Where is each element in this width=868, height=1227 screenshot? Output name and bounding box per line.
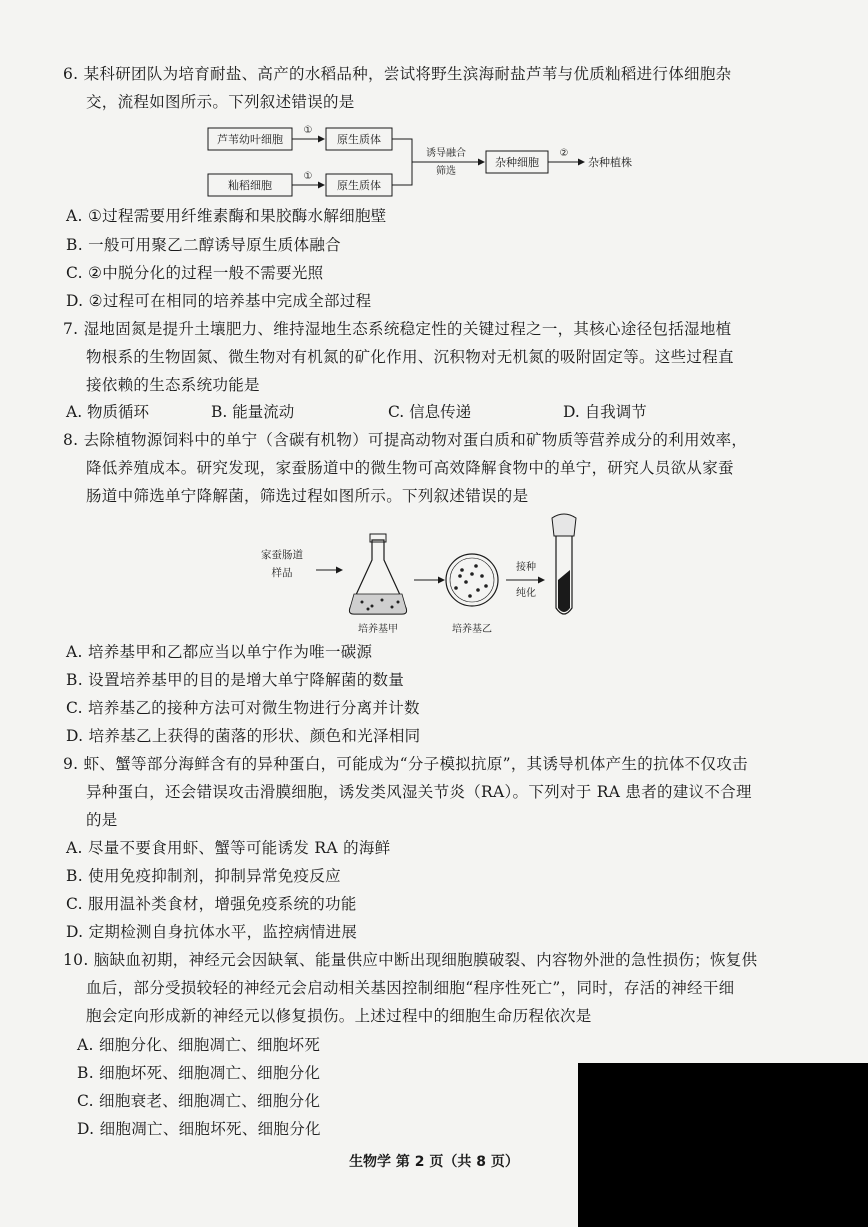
q7-option-b: B. 能量流动 [211,403,295,421]
q8-option-c: C. 培养基乙的接种方法可对微生物进行分离并计数 [66,699,420,717]
q6-option-a: A. ①过程需要用纤维素酶和果胶酶水解细胞壁 [66,207,387,225]
q6-stem-line1: 6. 某科研团队为培育耐盐、高产的水稻品种，尝试将野生滨海耐盐芦苇与优质籼稻进行体细胞杂 [63,65,732,83]
hybrid-cell-label: 杂种细胞 [495,156,539,169]
q9-option-b: B. 使用免疫抑制剂，抑制异常免疫反应 [66,867,341,885]
reed-cell-label: 芦苇幼叶细胞 [217,133,283,146]
q9-stem-line2: 异种蛋白，还会错误攻击滑膜细胞，诱发类风湿关节炎（RA）。下列对于 RA 患者的建议不合理 [86,783,752,801]
q10-option-a: A. 细胞分化、细胞凋亡、细胞坏死 [77,1036,321,1054]
q7-stem-line1: 7. 湿地固氮是提升土壤肥力、维持湿地生态系统稳定性的关键过程之一，其核心途径包括湿地植 [63,320,732,338]
protoplast-label-2: 原生质体 [337,179,381,192]
q9-option-d: D. 定期检测自身抗体水平，监控病情进展 [66,923,358,941]
step1-marker-b: ① [303,171,313,182]
q6-flow-diagram [200,118,660,200]
petri-dish-icon [446,554,498,606]
q10-stem-line1: 10. 脑缺血初期，神经元会因缺氧、能量供应中断出现细胞膜破裂、内容物外泄的急性损伤；恢复供 [63,951,758,969]
q8-option-a: A. 培养基甲和乙都应当以单宁作为唯一碳源 [66,643,373,661]
q10-option-b: B. 细胞坏死、细胞凋亡、细胞分化 [77,1064,321,1082]
screening-label: 筛选 [436,166,456,177]
q9-stem-line1: 9. 虾、蟹等部分海鲜含有的异种蛋白，可能成为“分子模拟抗原”，其诱导机体产生的抗体不仅攻击 [63,755,748,773]
step2-marker: ② [559,148,569,159]
q8-option-b: B. 设置培养基甲的目的是增大单宁降解菌的数量 [66,671,405,689]
q10-stem-line2: 血后，部分受损较轻的神经元会启动相关基因控制细胞“程序性死亡”，同时，存活的神经干细 [86,979,735,997]
protoplast-label-1: 原生质体 [337,133,381,146]
q7-stem-line2: 物根系的生物固氮、微生物对有机氮的矿化作用、沉积物对无机氮的吸附固定等。这些过程直 [86,348,734,366]
fusion-label: 诱导融合 [426,148,466,159]
q7-option-d: D. 自我调节 [563,403,647,421]
rice-cell-label: 籼稻细胞 [228,179,272,192]
sample-label-1: 家蚕肠道 [261,549,303,561]
medium-a-label: 培养基甲 [358,624,398,635]
q10-option-d: D. 细胞凋亡、细胞坏死、细胞分化 [77,1120,321,1138]
q8-stem-line1: 8. 去除植物源饲料中的单宁（含碳有机物）可提高动物对蛋白质和矿物质等营养成分的利用效率， [63,431,748,449]
q6-option-d: D. ②过程可在相同的培养基中完成全部过程 [66,292,372,310]
page-footer: 生物学 第 2 页（共 8 页） [349,1154,519,1170]
redaction-block [578,1063,868,1227]
q8-screening-diagram [250,510,610,640]
inoculate-label: 接种 [516,562,536,573]
sample-label-2: 样品 [271,567,293,579]
q7-option-a: A. 物质循环 [66,403,150,421]
q9-option-c: C. 服用温补类食材，增强免疫系统的功能 [66,895,357,913]
q8-stem-line2: 降低养殖成本。研究发现，家蚕肠道中的微生物可高效降解食物中的单宁，研究人员欲从家蚕 [86,459,734,477]
test-tube-icon [552,514,576,614]
q9-option-a: A. 尽量不要食用虾、蟹等可能诱发 RA 的海鲜 [66,839,391,857]
q7-option-c: C. 信息传递 [388,403,472,421]
flask-icon [350,534,407,614]
purify-label: 纯化 [516,588,536,599]
q6-stem-line2: 交，流程如图所示。下列叙述错误的是 [86,93,355,111]
q9-stem-line3: 的是 [86,811,118,829]
q8-option-d: D. 培养基乙上获得的菌落的形状、颜色和光泽相同 [66,727,421,745]
q10-stem-line3: 胞会定向形成新的神经元以修复损伤。上述过程中的细胞生命历程依次是 [86,1007,592,1025]
q6-option-c: C. ②中脱分化的过程一般不需要光照 [66,264,324,282]
q8-stem-line3: 肠道中筛选单宁降解菌，筛选过程如图所示。下列叙述错误的是 [86,487,529,505]
q6-option-b: B. 一般可用聚乙二醇诱导原生质体融合 [66,236,341,254]
medium-b-label: 培养基乙 [452,624,492,635]
hybrid-plant-label: 杂种植株 [588,156,632,169]
q7-stem-line3: 接依赖的生态系统功能是 [86,376,260,394]
q10-option-c: C. 细胞衰老、细胞凋亡、细胞分化 [77,1092,321,1110]
step1-marker-a: ① [303,125,313,136]
